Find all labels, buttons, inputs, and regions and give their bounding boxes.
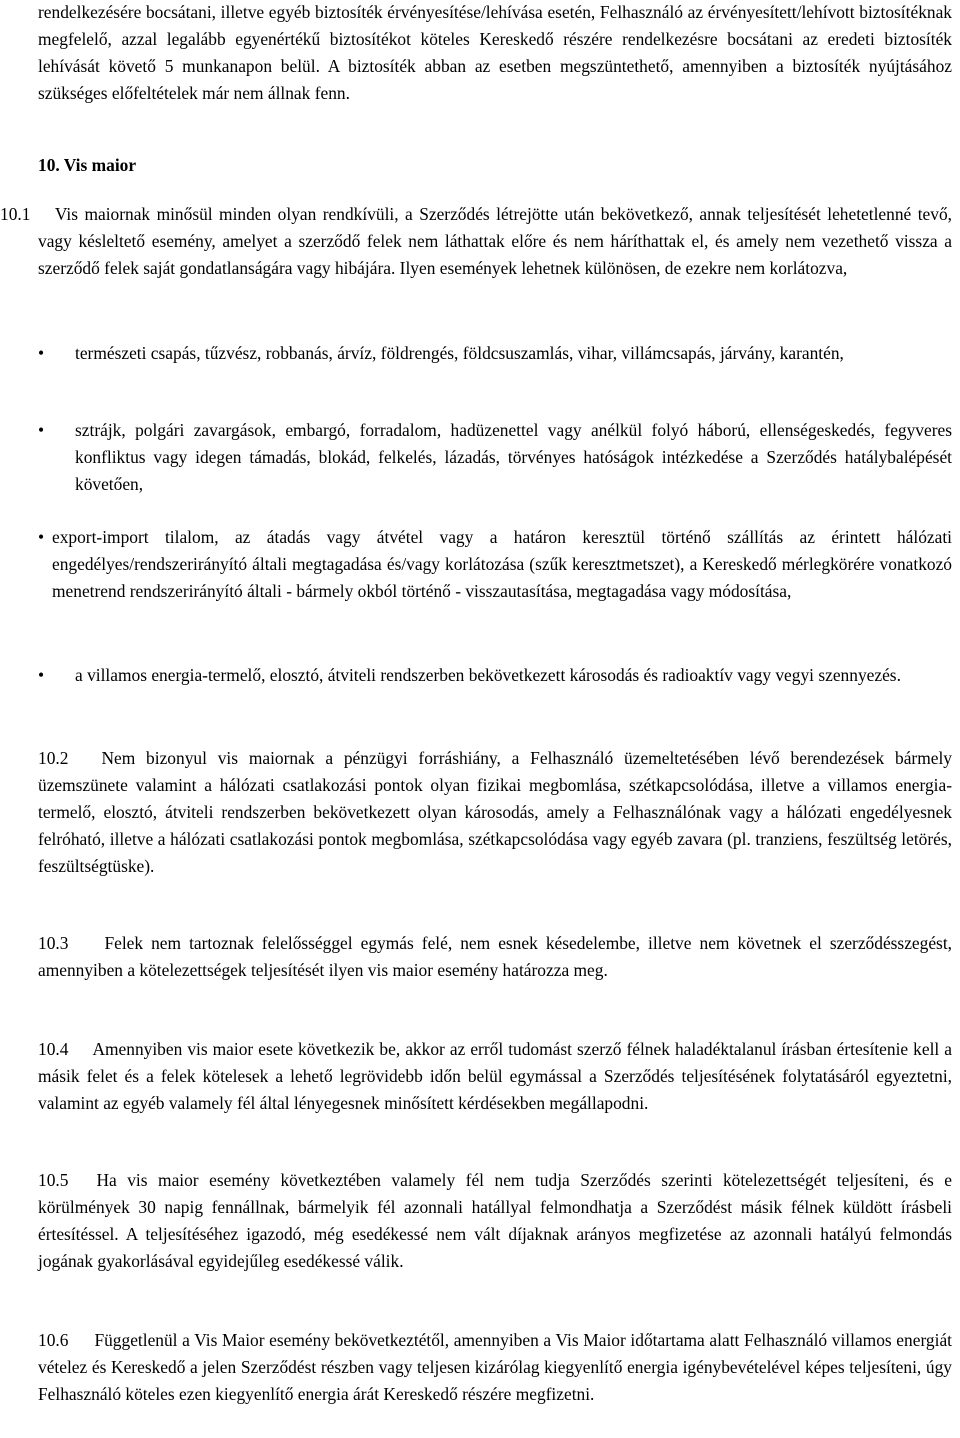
paragraph-10-4-text: Amennyiben vis maior esete következik be, akkor az erről tudomást szerző félnek haladéktalanul írásban értesítenie kell a másik felet és a felek kötelesek a lehető legrövidebb időn belül egymással a Szerződés teljesítésének folytatásáról egyeztetni, valamint az egyéb valamely fél által lényegesnek minősített kérdésekben megállapodni. xyxy=(38,1039,952,1113)
paragraph-10-6-text: Függetlenül a Vis Maior esemény bekövetkeztétől, amennyiben a Vis Maior időtartama alatt Felhasználó villamos energiát vételez és Kereskedő a jelen Szerződést részben vagy teljesen kizárólag kiegyenlítő energia igénybevételével képes teljesíteni, úgy Felhasználó köteles ezen kiegyenlítő energia árát Kereskedő részére megfizetni. xyxy=(38,1330,952,1404)
bullet-icon: • xyxy=(38,420,45,440)
bullet-icon: • xyxy=(38,343,45,363)
paragraph-10-2-text: Nem bizonyul vis maiornak a pénzügyi forráshiány, a Felhasználó üzemeltetésében lévő berendezések bármely üzemszünete valamint a hálózati csatlakozási pontok olyan fizikai megbomlása, szétkapcsolódása, illetve a villamos energia-termelő, elosztó, átviteli rendszerben bekövetkezett olyan károsodás, amely a Felhasználónak vagy a hálózati engedélyesnek felróható, illetve a hálózati csatlakozási pontok megbomlása, szétkapcsolódása vagy egyéb zavara (pl. tranziens, feszültség letörés, feszültségtüske). xyxy=(38,748,952,876)
list-item xyxy=(38,340,952,367)
paragraph-10-5-text: Ha vis maior esemény következtében valamely fél nem tudja Szerződés szerinti kötelezettségét teljesíteni, és e körülmények 30 napig fennállnak, bármelyik fél azonnali hatállyal felmondhatja a Szerződést másik félnek küldött írásbeli értesítéssel. A teljesítéséhez igazodó, még esedékessé nem vált díjaknak arányos megfizetése az azonnali hatályú felmondás jogának gyakorlásával egyidejűleg esedékessé válik. xyxy=(38,1170,952,1271)
paragraph-10-2-number: 10.2 xyxy=(38,748,69,768)
bullet-list-1 xyxy=(38,340,952,367)
paragraph-10-1-number: 10.1 xyxy=(0,204,31,224)
list-item xyxy=(38,524,952,605)
bullet-icon: • xyxy=(38,527,45,547)
list-item-text: sztrájk, polgári zavargások, embargó, forradalom, hadüzenettel vagy anélkül folyó háború, ellenségeskedés, fegyveres konfliktus vagy idegen támadás, blokád, felkelés, lázadás, törvényes hatóságok intézkedése a Szerződés hatálybalépését követően, xyxy=(75,420,952,494)
paragraph-10-2 xyxy=(38,745,952,880)
list-item-text: a villamos energia-termelő, elosztó, átviteli rendszerben bekövetkezett károsodás és radioaktív vagy vegyi szennyezés. xyxy=(75,665,901,685)
paragraph-10-1-text: Vis maiornak minősül minden olyan rendkívüli, a Szerződés létrejötte után bekövetkező, annak teljesítését lehetetlenné tevő, vagy késleltető esemény, amelyet a szerződő felek nem láthattak előre és nem háríthattak el, és amely nem vezethető vissza a szerződő felek saját gondatlanságára vagy hibájára. Ilyen események lehetnek különösen, de ezekre nem korlátozva, xyxy=(38,204,952,278)
paragraph-10-4 xyxy=(38,1036,952,1117)
list-item xyxy=(38,662,952,689)
list-item xyxy=(38,417,952,498)
list-item-text: export-import tilalom, az átadás vagy átvétel vagy a határon keresztül történő szállítás az érintett hálózati engedélyes/rendszerirányító általi megtagadása és/vagy korlátozása (szűk keresztmetszet), a Kereskedő mérlegkörére vonatkozó menetrend rendszerirányító általi - bármely okból történő - visszautasítása, megtagadása vagy módosítása, xyxy=(52,527,952,601)
paragraph-10-6 xyxy=(38,1327,952,1408)
bullet-list-2 xyxy=(38,417,952,498)
paragraph-10-4-number: 10.4 xyxy=(38,1039,69,1059)
bullet-list-3 xyxy=(38,524,952,605)
bullet-list-4 xyxy=(38,662,952,689)
paragraph-10-5 xyxy=(38,1167,952,1275)
section-heading: 10. Vis maior xyxy=(38,155,137,175)
paragraph-10-3-text: Felek nem tartoznak felelősséggel egymás felé, nem esnek késedelembe, illetve nem követnek el szerződésszegést, amennyiben a kötelezettségek teljesítését ilyen vis maior esemény határozza meg. xyxy=(38,933,952,980)
paragraph-10-3-number: 10.3 xyxy=(38,933,69,953)
paragraph-10-3 xyxy=(38,930,952,984)
bullet-icon: • xyxy=(38,665,45,685)
list-item-text: természeti csapás, tűzvész, robbanás, árvíz, földrengés, földcsuszamlás, vihar, villámcsapás, járvány, karantén, xyxy=(75,343,844,363)
intro-paragraph: rendelkezésére bocsátani, illetve egyéb biztosíték érvényesítése/lehívása esetén, Felhasználó az érvényesített/lehívott biztosítéknak megfelelő, azzal legalább egyenértékű biztosítékot köteles Kereskedő részére rendelkezésre bocsátani az eredeti biztosíték lehívását követő 5 munkanapon belül. A biztosíték abban az esetben megszüntethető, amennyiben a biztosíték nyújtásához szükséges előfeltételek már nem állnak fenn. xyxy=(38,2,952,103)
paragraph-10-5-number: 10.5 xyxy=(38,1170,69,1190)
paragraph-10-6-number: 10.6 xyxy=(38,1330,69,1350)
paragraph-10-1 xyxy=(0,201,952,282)
